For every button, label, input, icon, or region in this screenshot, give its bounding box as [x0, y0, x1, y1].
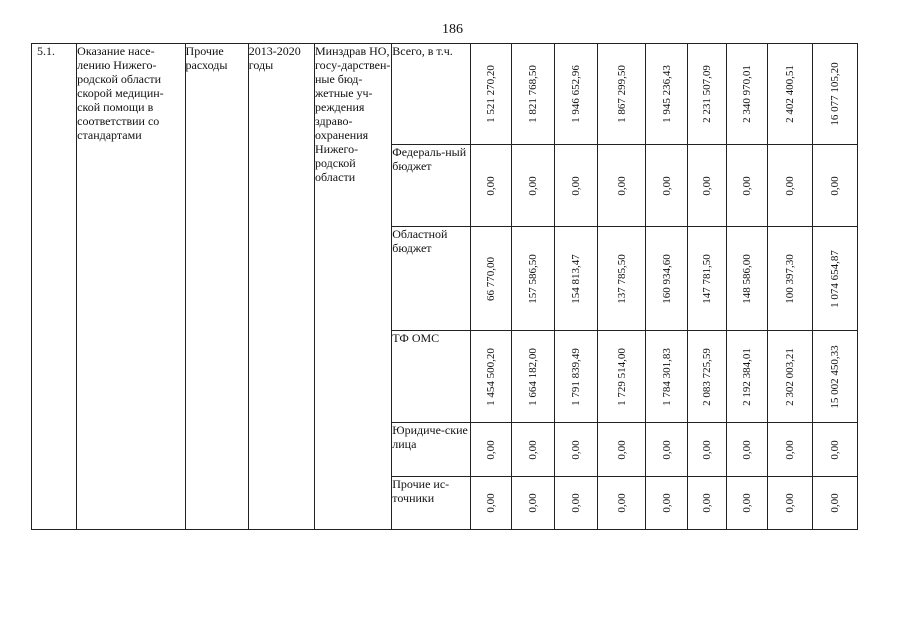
amount-cell [598, 145, 646, 227]
amount-cell [511, 477, 554, 530]
program-table [31, 43, 858, 530]
amount-cell [598, 423, 646, 477]
expense-type: Прочие расходы [185, 44, 248, 530]
amount-cell [511, 331, 554, 423]
executor: Минздрав НО, госу-дарствен-ные бюд-жетные уч-реждения здраво-охранения Нижего-родской области [315, 44, 392, 530]
amount-cell [598, 331, 646, 423]
amount-value: 0,00 [701, 439, 714, 460]
amount-value: 0,00 [615, 493, 628, 513]
amount-value: 0,00 [484, 439, 497, 460]
amount-value: 0,00 [569, 493, 582, 513]
funding-source-label: Областной бюджет [392, 227, 470, 331]
amount-cell [511, 145, 554, 227]
amount-cell [470, 477, 511, 530]
amount-cell [767, 44, 812, 145]
amount-value: 1 867 299,50 [615, 65, 628, 123]
amount-value: 1 074 654,87 [828, 249, 841, 308]
amount-cell [767, 477, 812, 530]
amount-value: 0,00 [569, 439, 582, 460]
amount-value: 2 231 507,09 [701, 65, 714, 123]
amount-cell [554, 227, 597, 331]
amount-value: 0,00 [741, 439, 754, 460]
amount-value: 0,00 [569, 175, 582, 196]
amount-value: 157 586,50 [526, 253, 539, 304]
amount-value: 0,00 [828, 493, 841, 513]
amount-cell [812, 44, 857, 145]
amount-cell [688, 423, 727, 477]
amount-value: 0,00 [741, 493, 754, 513]
amount-value: 1 945 236,43 [660, 65, 673, 123]
amount-value: 147 781,50 [701, 253, 714, 304]
amount-cell [554, 331, 597, 423]
amount-value: 0,00 [783, 439, 796, 460]
amount-value: 1 946 652,96 [569, 65, 582, 123]
amount-value: 1 454 500,20 [484, 347, 497, 406]
amount-cell [812, 477, 857, 530]
amount-cell [812, 331, 857, 423]
amount-value: 0,00 [526, 493, 539, 513]
amount-cell [688, 227, 727, 331]
amount-value: 1 791 839,49 [569, 347, 582, 406]
amount-cell [511, 227, 554, 331]
amount-cell [646, 227, 688, 331]
amount-cell [767, 145, 812, 227]
amount-value: 0,00 [484, 493, 497, 513]
funding-source-label: Юридиче-ские лица [392, 423, 470, 477]
amount-cell [598, 477, 646, 530]
page-number: 186 [442, 22, 463, 37]
amount-value: 0,00 [660, 439, 673, 460]
item-number: 5.1. [32, 44, 77, 530]
amount-cell [812, 227, 857, 331]
amount-value: 1 664 182,00 [526, 347, 539, 406]
amount-cell [646, 477, 688, 530]
amount-cell [646, 145, 688, 227]
amount-value: 0,00 [526, 439, 539, 460]
amount-value: 1 784 301,83 [660, 347, 673, 406]
amount-value: 0,00 [828, 175, 841, 196]
amount-value: 2 192 384,01 [741, 347, 754, 406]
amount-value: 0,00 [526, 175, 539, 196]
amount-cell [598, 227, 646, 331]
amount-value: 0,00 [615, 439, 628, 460]
amount-cell [688, 477, 727, 530]
amount-value: 0,00 [783, 493, 796, 513]
amount-cell [727, 227, 767, 331]
amount-value: 0,00 [741, 175, 754, 196]
amount-value: 0,00 [615, 175, 628, 196]
amount-value: 0,00 [701, 493, 714, 513]
amount-value: 15 002 450,33 [828, 344, 841, 409]
amount-value: 2 302 003,21 [783, 347, 796, 406]
amount-value: 0,00 [701, 175, 714, 196]
amount-cell [767, 423, 812, 477]
amount-value: 1 729 514,00 [615, 347, 628, 406]
amount-cell [727, 331, 767, 423]
amount-cell [470, 44, 511, 145]
amount-value: 2 402 400,51 [783, 65, 796, 123]
amount-cell [646, 423, 688, 477]
amount-cell [511, 423, 554, 477]
funding-source-label: Всего, в т.ч. [392, 44, 470, 145]
period: 2013-2020 годы [248, 44, 314, 530]
amount-value: 1 821 768,50 [526, 65, 539, 123]
amount-cell [646, 331, 688, 423]
amount-value: 0,00 [660, 493, 673, 513]
amount-cell [646, 44, 688, 145]
amount-value: 148 586,00 [741, 253, 754, 304]
amount-cell [688, 331, 727, 423]
funding-source-label: ТФ ОМС [392, 331, 470, 423]
amount-value: 1 521 270,20 [484, 65, 497, 123]
amount-cell [511, 44, 554, 145]
amount-cell [812, 423, 857, 477]
amount-value: 16 077 105,20 [828, 62, 841, 126]
amount-value: 2 083 725,59 [701, 347, 714, 406]
amount-cell [554, 145, 597, 227]
amount-cell [767, 331, 812, 423]
amount-value: 160 934,60 [660, 253, 673, 304]
amount-cell [727, 477, 767, 530]
amount-value: 0,00 [783, 175, 796, 196]
funding-source-label: Прочие ис-точники [392, 477, 470, 530]
amount-cell [688, 44, 727, 145]
amount-cell [727, 44, 767, 145]
amount-value: 0,00 [828, 439, 841, 460]
amount-cell [554, 423, 597, 477]
table-row [32, 44, 858, 145]
amount-cell [470, 423, 511, 477]
amount-cell [554, 44, 597, 145]
amount-value: 0,00 [484, 175, 497, 196]
funding-source-label: Федераль-ный бюджет [392, 145, 470, 227]
amount-cell [812, 145, 857, 227]
item-name: Оказание насе-лению Нижего-родской области скорой медицин-ской помощи в соответствии со стандартами [77, 44, 185, 530]
amount-cell [767, 227, 812, 331]
amount-cell [688, 145, 727, 227]
amount-cell [470, 331, 511, 423]
amount-cell [727, 145, 767, 227]
amount-cell [598, 44, 646, 145]
amount-value: 100 397,30 [783, 253, 796, 304]
amount-cell [470, 227, 511, 331]
amount-cell [727, 423, 767, 477]
amount-value: 154 813,47 [569, 253, 582, 304]
amount-value: 2 340 970,01 [741, 65, 754, 123]
amount-value: 0,00 [660, 175, 673, 196]
amount-value: 137 785,50 [615, 253, 628, 304]
amount-value: 66 770,00 [484, 256, 497, 301]
amount-cell [554, 477, 597, 530]
amount-cell [470, 145, 511, 227]
